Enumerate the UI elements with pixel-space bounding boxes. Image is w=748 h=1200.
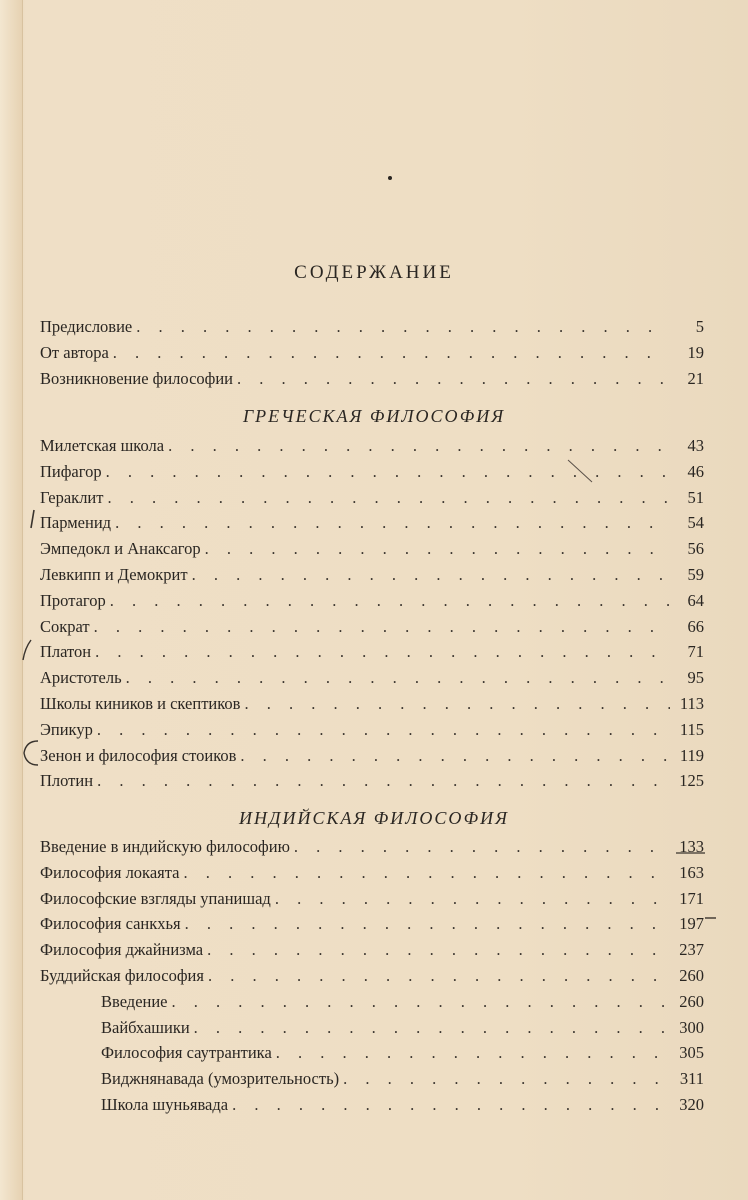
entry-page: 125	[679, 771, 704, 791]
entry-label: Введение в индийскую философию	[40, 837, 290, 856]
entry-page: 51	[687, 487, 704, 507]
entry-page: 113	[679, 693, 704, 713]
entry-label: Пифагор	[40, 461, 102, 481]
entry-page: 54	[687, 513, 704, 533]
pencil-bracket-icon	[20, 738, 42, 768]
entry-label: Школы киников и скептиков	[40, 693, 241, 713]
subentry-page: 320	[679, 1094, 704, 1114]
toc-entry	[40, 510, 704, 536]
dot-leader	[172, 989, 670, 1015]
entry-label: Плотин	[40, 771, 94, 791]
entry-label: Платон	[40, 642, 92, 662]
pencil-stroke-icon	[566, 456, 596, 486]
entry-page: 56	[687, 539, 704, 559]
subentry-page: 260	[679, 991, 704, 1011]
entry-page: 119	[679, 745, 704, 765]
dot-leader	[183, 860, 670, 886]
subentry-label: Введение	[101, 991, 168, 1011]
pencil-underline-icon	[674, 850, 708, 856]
dot-leader	[194, 1015, 670, 1041]
toc-entry	[40, 485, 704, 511]
toc-entry	[40, 768, 704, 794]
entry-label: Левкипп и Демокрит	[40, 564, 188, 584]
dot-leader	[97, 717, 670, 743]
toc-entry	[40, 743, 704, 769]
entry-page: 171	[679, 888, 704, 908]
section-heading-greek: ГРЕЧЕСКАЯ ФИЛОСОФИЯ	[242, 406, 506, 426]
subentry-label: Вайбхашики	[101, 1017, 190, 1037]
dot-leader	[168, 433, 670, 459]
toc-entry	[40, 717, 704, 743]
entry-label: Философия локаята	[40, 862, 180, 882]
toc-entry	[40, 459, 704, 485]
page-title: СОДЕРЖАНИЕ	[294, 262, 454, 283]
entry-page: 237	[679, 940, 704, 960]
entry-label: Протагор	[40, 590, 106, 610]
pencil-dash-icon	[704, 915, 718, 921]
dot-leader	[208, 963, 670, 989]
dot-leader	[207, 937, 670, 963]
entry-label: Гераклит	[40, 487, 104, 507]
toc-entry	[40, 536, 704, 562]
entry-label: Философия джайнизма	[40, 940, 204, 960]
entry-page: 46	[687, 461, 704, 481]
entry-page: 5	[695, 317, 704, 336]
dot-leader	[95, 639, 670, 665]
entry-page: 197	[679, 914, 704, 934]
subentry-page: 311	[679, 1069, 704, 1089]
toc-subentry	[40, 1066, 704, 1092]
entry-label: Буддийская философия	[40, 965, 204, 985]
dot-leader	[113, 340, 670, 366]
entry-label: Предисловие	[40, 317, 133, 336]
subentry-label: Философия саутрантика	[101, 1043, 272, 1063]
entry-page: 115	[679, 719, 704, 739]
toc-entry	[40, 665, 704, 691]
entry-label: Философия санкхья	[40, 914, 181, 934]
entry-label: Возникновение философии	[40, 368, 233, 388]
entry-page: 71	[687, 642, 704, 662]
toc-entry	[40, 562, 704, 588]
dot-leader	[192, 562, 670, 588]
subentry-label: Виджнянавада (умозрительность)	[101, 1069, 340, 1089]
toc-entry	[40, 860, 704, 886]
toc-entry	[40, 937, 704, 963]
dot-leader	[240, 743, 670, 769]
dot-leader	[205, 536, 670, 562]
toc-entry	[40, 588, 704, 614]
entry-label: От автора	[40, 342, 109, 362]
entry-page: 163	[679, 862, 704, 882]
entry-label: Эмпедокл и Анаксагор	[40, 539, 201, 559]
entry-page: 260	[679, 965, 704, 985]
pencil-tick-icon	[26, 508, 38, 530]
entry-label: Парменид	[40, 513, 112, 533]
dot-leader	[94, 614, 670, 640]
toc-entry	[40, 691, 704, 717]
dot-leader	[107, 485, 670, 511]
toc-entry	[40, 834, 704, 860]
entry-page: 64	[687, 590, 704, 610]
dot-leader	[232, 1092, 670, 1118]
dot-leader	[275, 886, 670, 912]
entry-page: 59	[687, 564, 704, 584]
dot-leader	[276, 1040, 670, 1066]
subentry-page: 305	[679, 1043, 704, 1063]
entry-label: Эпикур	[40, 719, 93, 739]
page-edge	[0, 0, 23, 1200]
entry-page: 95	[687, 668, 704, 688]
subentry-label: Школа шуньявада	[101, 1094, 229, 1114]
dot-leader	[343, 1066, 670, 1092]
toc-greek	[40, 433, 704, 794]
toc-entry	[40, 963, 704, 989]
toc-entry	[40, 314, 704, 340]
dot-leader	[185, 911, 670, 937]
toc-intro	[40, 314, 704, 391]
toc-entry	[40, 639, 704, 665]
toc-entry	[40, 911, 704, 937]
dot-leader	[126, 665, 670, 691]
entry-label: Аристотель	[40, 668, 122, 688]
entry-page: 43	[687, 436, 704, 455]
dot-leader	[110, 588, 670, 614]
dot-leader	[237, 366, 670, 392]
entry-page: 133	[679, 837, 704, 856]
dot-leader	[294, 834, 670, 860]
toc-entry	[40, 340, 704, 366]
entry-label: Сократ	[40, 616, 90, 636]
toc-entry	[40, 614, 704, 640]
dot-leader	[97, 768, 670, 794]
entry-label: Зенон и философия стоиков	[40, 745, 237, 765]
subentry-page: 300	[679, 1017, 704, 1037]
toc-subentry	[40, 1092, 704, 1118]
entry-page: 21	[687, 368, 704, 388]
dot-leader	[244, 691, 670, 717]
entry-page: 66	[687, 616, 704, 636]
toc-entry	[40, 433, 704, 459]
entry-page: 19	[687, 342, 704, 362]
ink-speck	[388, 176, 392, 180]
toc-entry	[40, 366, 704, 392]
toc-indian	[40, 834, 704, 1118]
dot-leader	[115, 510, 670, 536]
toc-subentry	[40, 1015, 704, 1041]
entry-label: Милетская школа	[40, 436, 165, 455]
toc-subentry	[40, 989, 704, 1015]
pencil-check-icon	[20, 638, 34, 662]
toc-entry	[40, 886, 704, 912]
toc-subentry	[40, 1040, 704, 1066]
section-heading-indian: ИНДИЙСКАЯ ФИЛОСОФИЯ	[239, 808, 509, 828]
entry-label: Философские взгляды упанишад	[40, 888, 271, 908]
dot-leader	[136, 314, 670, 340]
